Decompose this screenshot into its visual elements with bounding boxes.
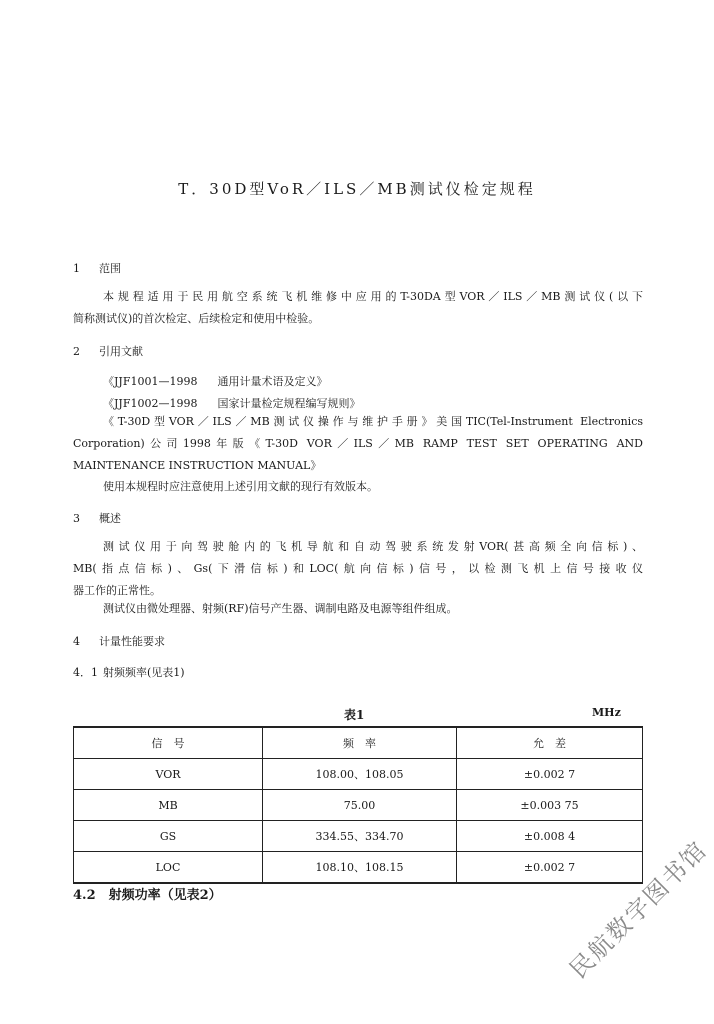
section-number: 3 (73, 512, 80, 525)
section-number: 1 (73, 262, 80, 275)
table-cell: 108.00、108.05 (263, 759, 457, 790)
reference-code: 《JJF1001—1998 (103, 375, 198, 388)
table-cell: MB (74, 790, 263, 821)
paragraph-line: Corporation)公司1998年版《T-30D VOR／ILS／MB RAMP TEST SET OPERATING AND (73, 437, 643, 450)
table-cell: 75.00 (263, 790, 457, 821)
table-header-row (74, 727, 643, 759)
subsection-4-1-heading (73, 664, 185, 680)
paragraph-line: 《T-30D型VOR／ILS／MB测试仪操作与维护手册》美国TIC(Tel-Instrument Electronics (103, 415, 643, 428)
table-row (74, 852, 643, 884)
section-title: 引用文献 (99, 345, 143, 358)
section-number: 4 (73, 635, 80, 648)
frequency-table (73, 726, 643, 884)
subsection-4-2-heading (73, 884, 222, 903)
section-number: 4.2 (73, 888, 96, 903)
table-cell: ±0.002 7 (457, 759, 643, 790)
table-cell: ±0.002 7 (457, 852, 643, 884)
section-title: 概述 (99, 512, 121, 525)
reference-code: 《JJF1002—1998 (103, 397, 198, 410)
paragraph-line: MB(指点信标)、Gs(下滑信标)和LOC(航向信标)信号，以检测飞机上信号接收仪 (73, 562, 643, 575)
table-cell: 334.55、334.70 (263, 821, 457, 852)
section-number: 4．1 (73, 666, 98, 679)
paragraph-line: 本规程适用于民用航空系统飞机维修中应用的T-30DA型VOR／ILS／MB测试仪(以下 (103, 290, 643, 303)
table-header-cell: 允 差 (457, 727, 643, 759)
paragraph-line: 器工作的正常性。 (73, 584, 161, 597)
paragraph-line: MAINTENANCE INSTRUCTION MANUAL》 (73, 459, 322, 472)
paragraph-line: 简称测试仪)的首次检定、后续检定和使用中检验。 (73, 312, 320, 325)
table-cell: VOR (74, 759, 263, 790)
table-cell: GS (74, 821, 263, 852)
reference-item (103, 395, 360, 411)
paragraph-line: 测试仪用于向驾驶舱内的飞机导航和自动驾驶系统发射VOR(甚高频全向信标)、 (103, 540, 643, 553)
section-number: 2 (73, 345, 80, 358)
reference-name: 通用计量术语及定义》 (217, 375, 328, 388)
table-unit: MHz (592, 706, 621, 719)
table-caption: 表1 (344, 708, 365, 722)
paragraph-line: 测试仪由微处理器、射频(RF)信号产生器、调制电路及电源等组件组成。 (103, 602, 458, 615)
table-cell: 108.10、108.15 (263, 852, 457, 884)
table-header-cell: 信 号 (74, 727, 263, 759)
paragraph-line: 使用本规程时应注意使用上述引用文献的现行有效版本。 (103, 480, 378, 493)
section-title: 射频功率（见表2） (108, 888, 222, 903)
section-2-heading (73, 343, 143, 359)
section-title: 范围 (99, 262, 121, 275)
section-4-heading (73, 633, 165, 649)
table-cell: ±0.008 4 (457, 821, 643, 852)
table-row (74, 821, 643, 852)
section-title: 计量性能要求 (99, 635, 165, 648)
library-watermark: 民航数字图书馆 (564, 835, 713, 985)
table-header-cell: 频 率 (263, 727, 457, 759)
section-3-heading (73, 510, 121, 526)
reference-item (103, 373, 327, 389)
table-cell: LOC (74, 852, 263, 884)
table-row (74, 759, 643, 790)
section-title: 射频频率(见表1) (103, 666, 185, 679)
table-row (74, 790, 643, 821)
reference-name: 国家计量检定规程编写规则》 (217, 397, 361, 410)
section-1-heading (73, 260, 121, 276)
page-title: T．30D型VoR／ILS／MB测试仪检定规程 (178, 180, 536, 198)
table-cell: ±0.003 75 (457, 790, 643, 821)
